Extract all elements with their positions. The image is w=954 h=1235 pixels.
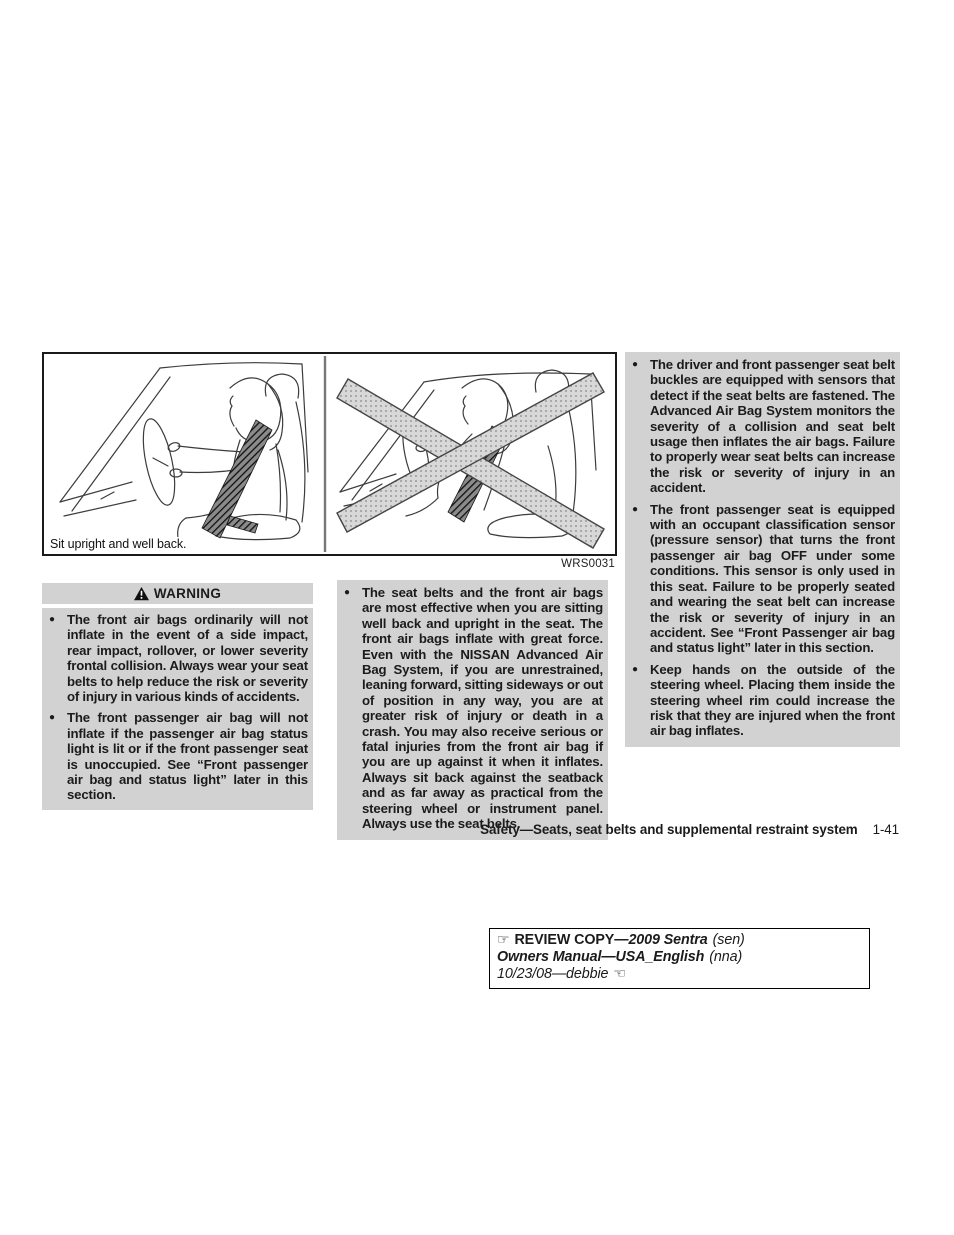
list-item: [47, 612, 308, 704]
bullet-icon: ●: [49, 614, 56, 625]
bullet-icon: ●: [632, 663, 639, 675]
stamp-review-copy: REVIEW COPY—: [514, 932, 629, 948]
pointing-hand-right-icon: ☞: [497, 932, 510, 948]
bullet-icon: ●: [632, 359, 639, 370]
bullet-text: Keep hands on the outside of the steering wheel. Placing them inside the steering wheel rim could increase the risk that they are injured when the front air bag inflates.: [650, 661, 895, 739]
crossed-out-x-mark: [337, 373, 604, 548]
footer-section-title: Safety—Seats, seat belts and supplemental restraint system: [480, 822, 858, 837]
stamp-line-1: [497, 932, 862, 949]
stamp-line-3: [497, 966, 862, 983]
bullet-text: The front passenger seat is equipped with an occupant classification sensor (pressure sensor) that turns the front passenger air bag OFF under some conditions. This sensor is only used in this seat. Failure to be properly seated and wearing the seat belt can increase the risk or severity of injury in an accident. See “Front Passenger air bag and status light” later in this section.: [650, 501, 895, 656]
column-right: [625, 352, 900, 747]
figure-caption: Sit upright and well back.: [50, 537, 190, 551]
review-stamp-box: [489, 928, 870, 989]
list-item: [630, 357, 895, 496]
column-middle: [337, 580, 608, 840]
footer-page-number: 1-41: [872, 822, 899, 837]
posture-figure: [42, 352, 617, 556]
page-footer: [480, 822, 899, 837]
warning-header: [42, 583, 313, 604]
stamp-line-2: [497, 949, 862, 966]
bullet-text: The seat belts and the front air bags are most effective when you are sitting well back and upright in the seat. The front air bags inflate with great force. Even with the NISSAN Advanced Air Bag System, if you are unrestrained, leaning forward, sitting sideways or out of position in any way, you are at greater risk of injury or death in a crash. You may also receive serious or fatal injuries from the front air bag if you are up against it when it inflates. Always sit back against the seatback and as far away as practical from the steering wheel or instrument panel. Always use the seat belts.: [362, 585, 603, 832]
list-item: [630, 662, 895, 739]
bullet-text: The driver and front passenger seat belt buckles are equipped with sensors that detect if the seat belts are fastened. The Advanced Air Bag System monitors the severity of a collision and seat belt usage then inflates the air bags. Failure to properly wear seat belts can increase the risk or severity of injury in an accident.: [650, 357, 895, 496]
bullet-icon: ●: [344, 587, 351, 598]
pointing-hand-left-icon: ☜: [613, 965, 626, 982]
list-item: [47, 710, 308, 802]
stamp-model: 2009 Sentra: [628, 932, 708, 948]
bullet-icon: ●: [49, 712, 56, 724]
list-item: [342, 585, 603, 832]
warning-body: [42, 608, 313, 810]
warning-triangle-icon: [134, 587, 149, 601]
bullet-icon: ●: [632, 503, 639, 515]
posture-illustration: [44, 354, 615, 554]
bullet-text: The front passenger air bag will not inflate if the passenger air bag status light is lit or if the front passenger seat is unoccupied. See “Front passenger air bag and status light” later in this section.: [67, 710, 308, 803]
stamp-date-author: 10/23/08—debbie: [497, 965, 609, 982]
stamp-manual-title: Owners Manual—USA_English: [497, 948, 705, 965]
correct-posture-drawing: [60, 363, 308, 540]
bullet-text: The front air bags ordinarily will not inflate in the event of a side impact, rear impact, rollover, or lower severity frontal collision. Always wear your seat belts to help reduce the risk or severity of injury in various kinds of accidents.: [67, 612, 308, 705]
stamp-sen-note: (sen): [712, 932, 745, 948]
warning-title: WARNING: [153, 586, 222, 601]
list-item: [630, 502, 895, 656]
figure-code: WRS0031: [561, 558, 615, 570]
stamp-nna-note: (nna): [709, 948, 743, 965]
